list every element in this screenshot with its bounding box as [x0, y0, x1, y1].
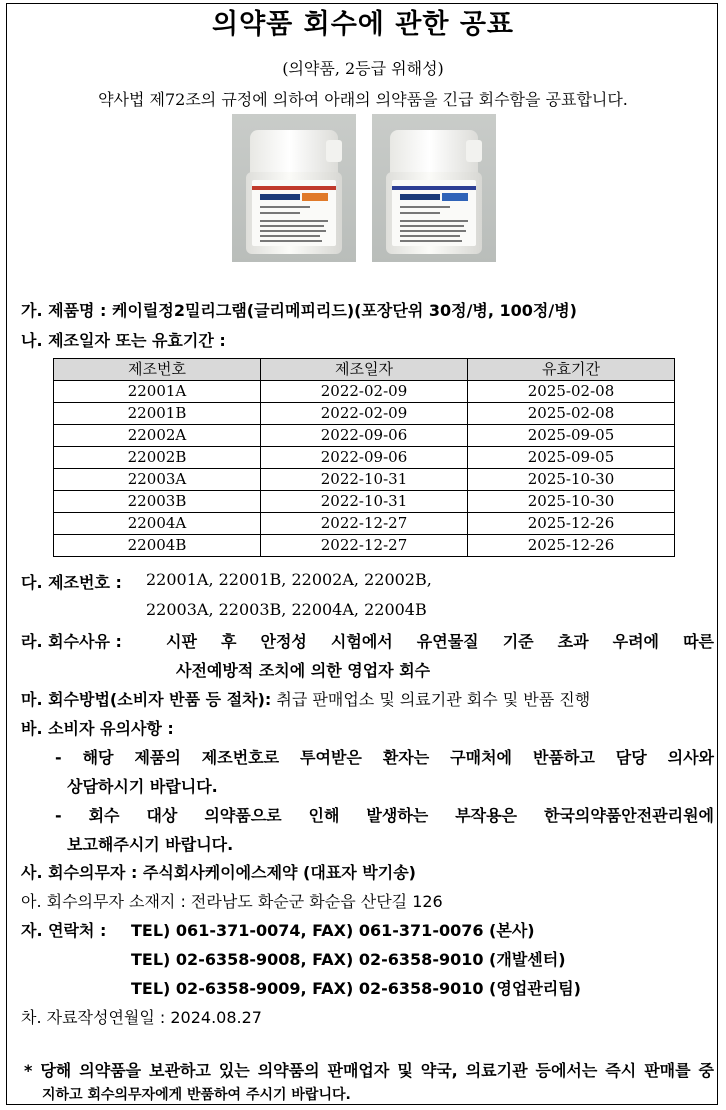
footnote-line2: 지하고 회수의무자에게 반품하여 주시기 바랍니다. — [42, 1087, 351, 1103]
lot-cell: 22001A — [54, 381, 261, 403]
product-photo-30-tablets — [232, 114, 356, 262]
recall-method-text: 취급 판매업소 및 의료기관 회수 및 반품 진행 — [276, 690, 591, 709]
mfg-date-cell: 2022-10-31 — [261, 469, 468, 491]
expiry-cell: 2025-02-08 — [468, 403, 675, 425]
column-header-mfg-date: 제조일자 — [261, 359, 468, 381]
recall-method-label: 마. 회수방법(소비자 반품 등 절차): — [21, 690, 272, 709]
intro-statement: 약사법 제72조의 규정에 의하여 아래의 의약품을 긴급 회수함을 공표합니다. — [98, 90, 628, 109]
expiry-cell: 2025-12-26 — [468, 513, 675, 535]
table-row — [54, 403, 675, 425]
consumer-note-1-line1: - 해당 제품의 제조번호로 투여받은 환자는 구매처에 반품하고 담당 의사와 — [55, 748, 714, 767]
mfg-date-cell: 2022-02-09 — [261, 403, 468, 425]
mfg-date-cell: 2022-12-27 — [261, 513, 468, 535]
lot-cell: 22002A — [54, 425, 261, 447]
mfg-date-cell: 2022-09-06 — [261, 447, 468, 469]
table-row — [54, 469, 675, 491]
date-written: 차. 자료작성연월일 : 2024.08.27 — [21, 1008, 262, 1027]
expiry-cell: 2025-10-30 — [468, 491, 675, 513]
lot-cell: 22004B — [54, 535, 261, 557]
lot-cell: 22002B — [54, 447, 261, 469]
lot-numbers-line2: 22003A, 22003B, 22004A, 22004B — [146, 600, 427, 619]
contact-sales-team: TEL) 02-6358-9009, FAX) 02-6358-9010 (영업관리팀) — [131, 979, 581, 998]
table-row — [54, 513, 675, 535]
footnote — [24, 1058, 714, 1108]
page-title: 의약품 회수에 관한 공표 — [211, 9, 515, 40]
expiry-cell: 2025-10-30 — [468, 469, 675, 491]
bottle-label-brand — [400, 194, 440, 200]
expiry-cell: 2025-09-05 — [468, 425, 675, 447]
lot-cell: 22004A — [54, 513, 261, 535]
table-row — [54, 381, 675, 403]
footnote-line1: * 당해 의약품을 보관하고 있는 의약품의 판매업자 및 약국, 의료기관 등에서는 즉시 판매를 중 — [24, 1061, 714, 1080]
recall-reason-line2: 사전예방적 조치에 의한 영업자 회수 — [176, 661, 431, 680]
recall-reason-label: 라. 회수사유 : — [21, 632, 122, 651]
date-heading: 나. 제조일자 또는 유효기간 : — [21, 331, 226, 350]
table-row — [54, 425, 675, 447]
consumer-note-1-line2: 상담하시기 바랍니다. — [67, 777, 218, 796]
product-photo-100-tablets — [372, 114, 496, 262]
bottle-label-brand — [260, 194, 300, 200]
lot-cell: 22001B — [54, 403, 261, 425]
contact-headquarters: TEL) 061-371-0074, FAX) 061-371-0076 (본사) — [131, 921, 535, 940]
expiry-cell: 2025-02-08 — [468, 381, 675, 403]
mfg-date-cell: 2022-12-27 — [261, 535, 468, 557]
contact-dev-center: TEL) 02-6358-9008, FAX) 02-6358-9010 (개발센터) — [131, 950, 566, 969]
obligor-address: 아. 회수의무자 소재지 : 전라남도 화순군 화순읍 산단길 126 — [21, 892, 443, 911]
mfg-date-cell: 2022-09-06 — [261, 425, 468, 447]
table-row — [54, 491, 675, 513]
lot-cell: 22003A — [54, 469, 261, 491]
table-row — [54, 535, 675, 557]
consumer-note-2-line2: 보고해주시기 바랍니다. — [67, 835, 234, 854]
lot-numbers-label: 다. 제조번호 : — [21, 573, 122, 592]
lot-numbers-line1: 22001A, 22001B, 22002A, 22002B, — [146, 570, 432, 589]
product-name: 가. 제품명 : 케이릴정2밀리그램(글리메피리드)(포장단위 30정/병, 100정/병) — [21, 301, 577, 320]
mfg-date-cell: 2022-10-31 — [261, 491, 468, 513]
table-row — [54, 447, 675, 469]
lot-table — [53, 358, 675, 557]
column-header-lot: 제조번호 — [54, 359, 261, 381]
expiry-cell: 2025-12-26 — [468, 535, 675, 557]
consumer-note-2-line1: - 회수 대상 의약품으로 인해 발생하는 부작용은 한국의약품안전관리원에 — [55, 806, 714, 825]
recall-reason-line1: 시판 후 안정성 시험에서 유연물질 기준 초과 우려에 따른 — [166, 632, 714, 651]
recall-obligor: 사. 회수의무자 : 주식회사케이에스제약 (대표자 박기송) — [21, 863, 416, 882]
column-header-expiry: 유효기간 — [468, 359, 675, 381]
expiry-cell: 2025-09-05 — [468, 447, 675, 469]
risk-grade-subtitle: (의약품, 2등급 위해성) — [282, 59, 444, 78]
consumer-notes-label: 바. 소비자 유의사항 : — [21, 719, 174, 738]
lot-cell: 22003B — [54, 491, 261, 513]
contacts-label: 자. 연락처 : — [21, 921, 107, 940]
mfg-date-cell: 2022-02-09 — [261, 381, 468, 403]
table-header-row — [54, 359, 675, 381]
